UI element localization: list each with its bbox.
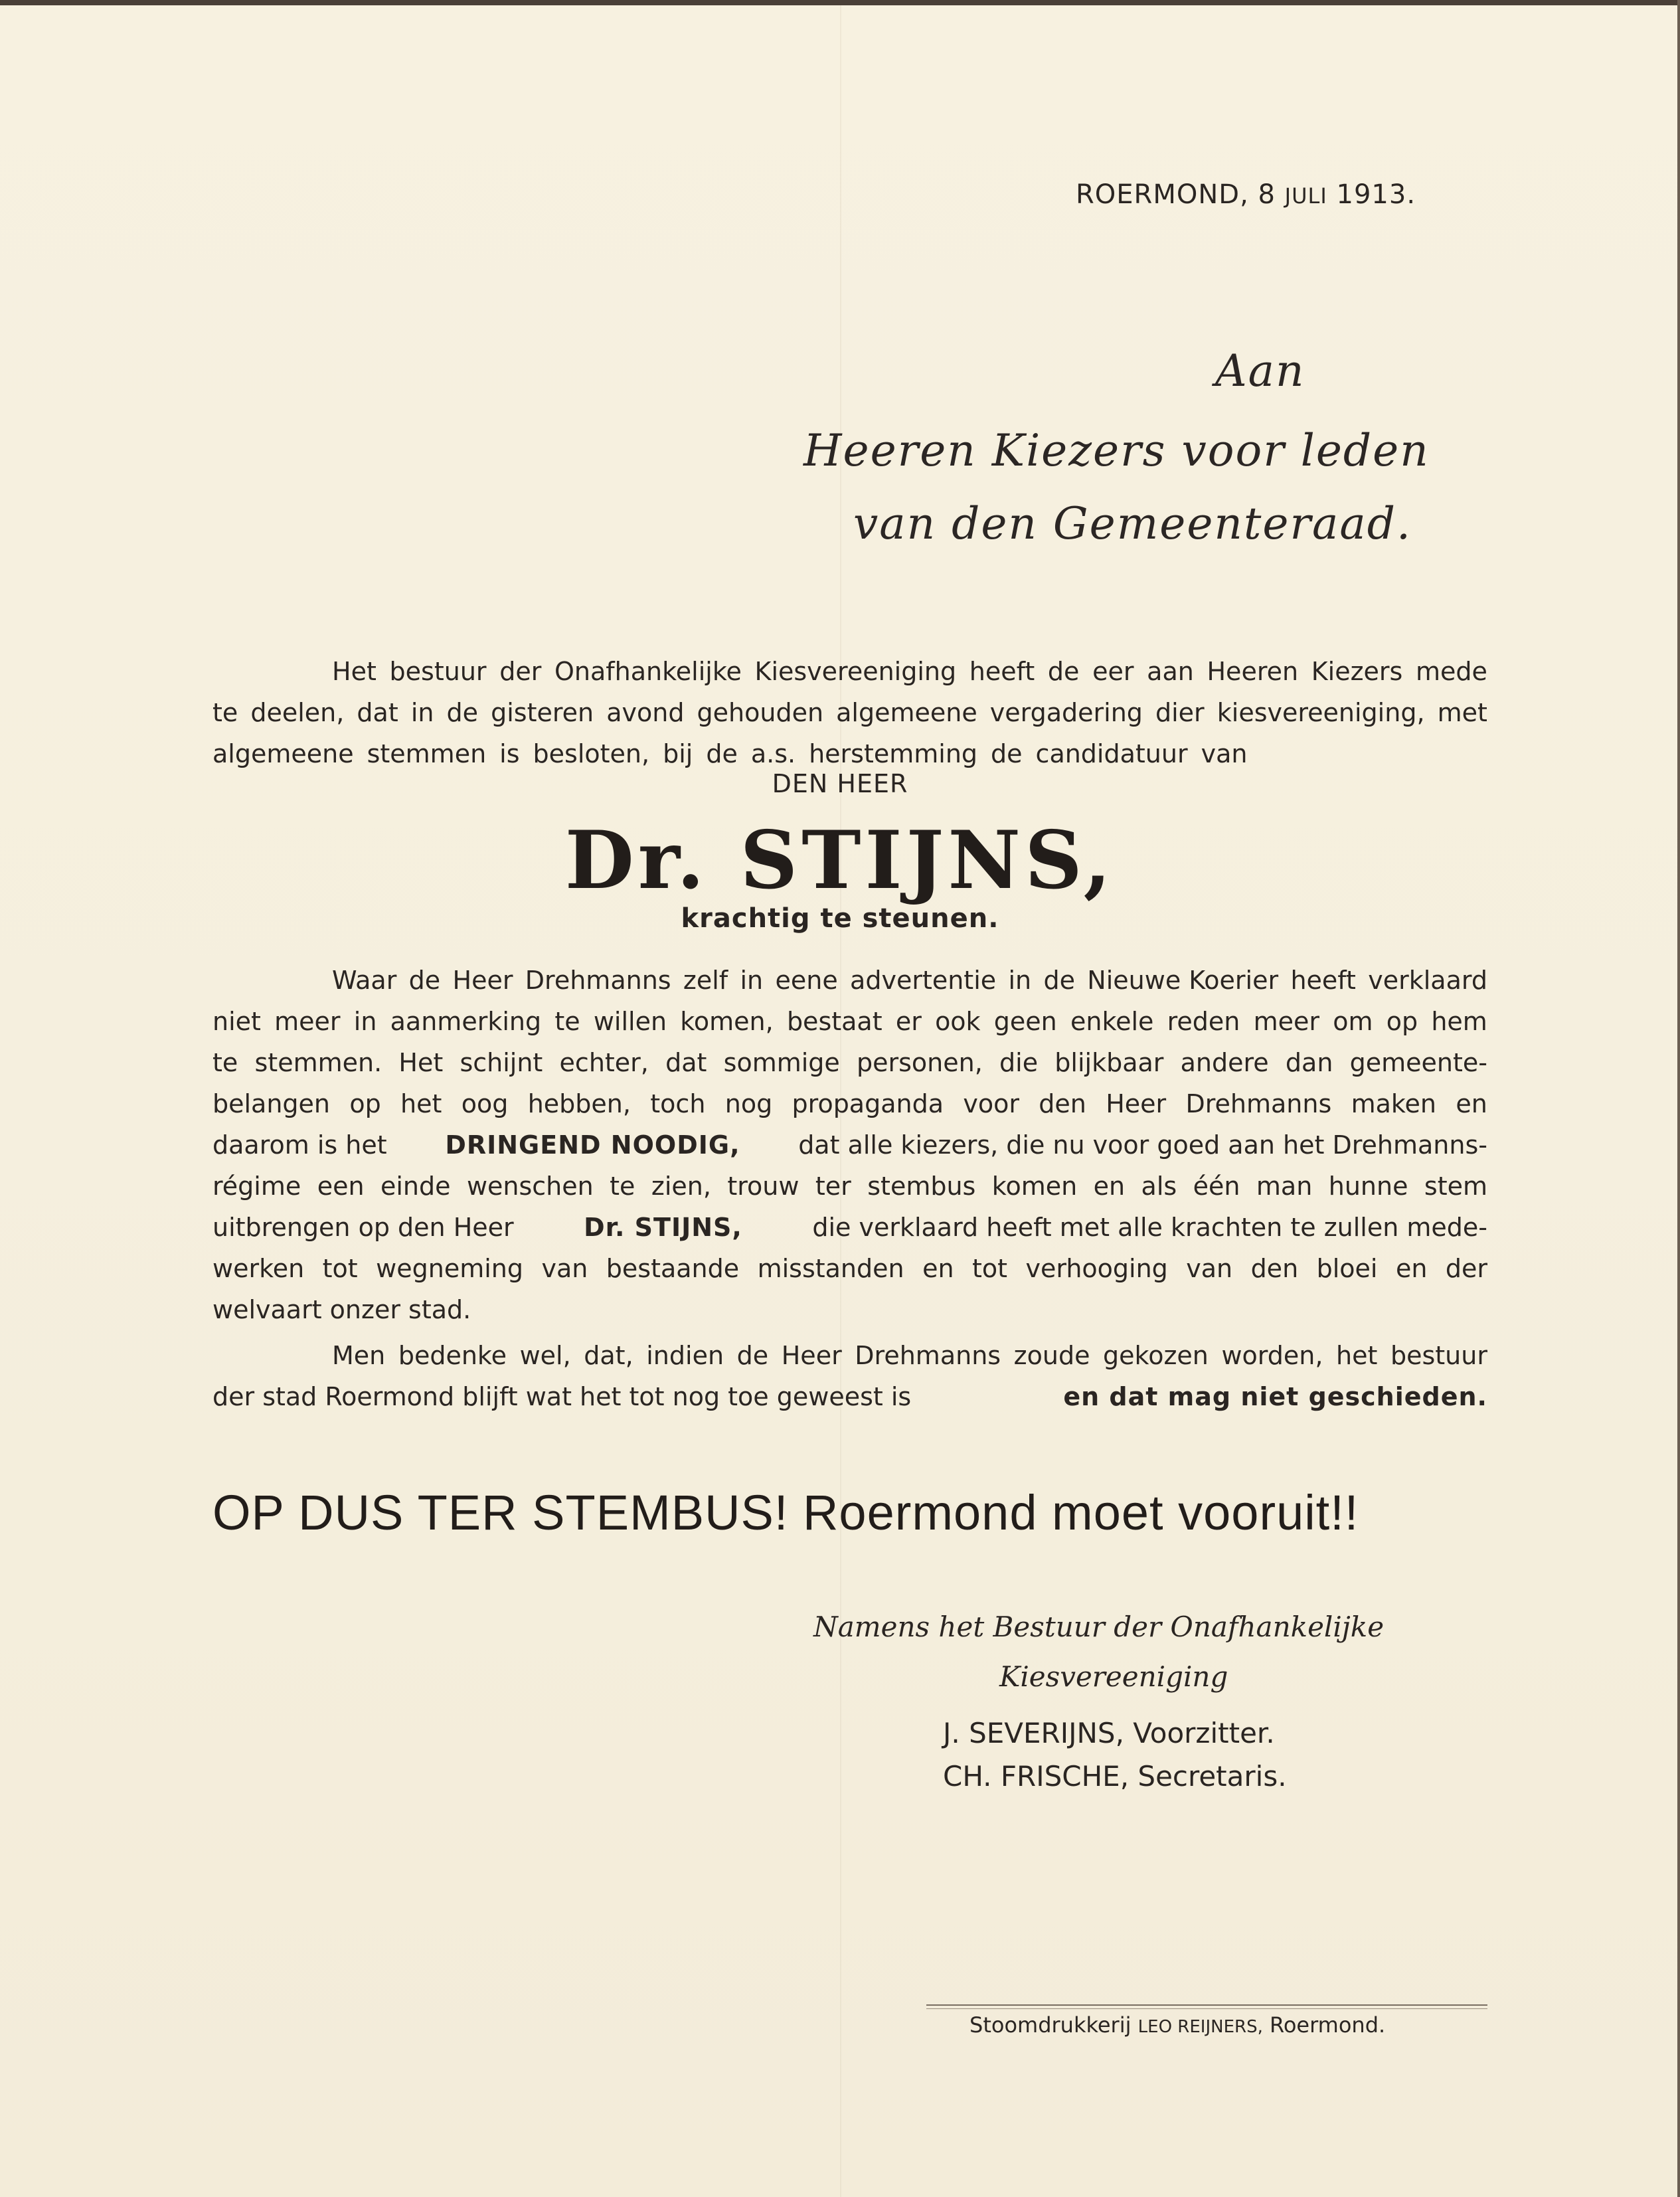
word: Nieuwe Koerier bbox=[1087, 966, 1279, 995]
word: bij bbox=[663, 739, 693, 768]
word: man bbox=[1256, 1172, 1313, 1201]
word: andere bbox=[1180, 1048, 1269, 1077]
emphasis-candidate: Dr. STIJNS, bbox=[584, 1213, 742, 1242]
word: stembus bbox=[867, 1172, 976, 1201]
word: wenschen bbox=[466, 1172, 594, 1201]
word: vergadering bbox=[989, 698, 1143, 727]
word: Waar bbox=[332, 966, 397, 995]
word: hebben, bbox=[527, 1089, 631, 1118]
word: Drehmanns bbox=[1185, 1089, 1332, 1118]
word: er bbox=[895, 1007, 922, 1036]
candidate-name: Dr. STIJNS, bbox=[564, 814, 1116, 907]
word: bedenke bbox=[398, 1341, 507, 1370]
word: de bbox=[706, 739, 738, 768]
word: Heer bbox=[452, 966, 513, 995]
candidate-suffix: krachtig te steunen. bbox=[681, 903, 999, 934]
signature-chairman: J. SEVERIJNS, Voorzitter. bbox=[943, 1717, 1275, 1749]
word: wel, bbox=[519, 1341, 571, 1370]
word: aan bbox=[1147, 657, 1194, 686]
paragraph-2-line bbox=[212, 1248, 1487, 1289]
word: wegneming bbox=[376, 1254, 523, 1283]
printer-rule-thin bbox=[926, 2008, 1487, 2009]
word: tot bbox=[322, 1254, 358, 1283]
word: en bbox=[1395, 1254, 1428, 1283]
word: schijnt bbox=[460, 1048, 543, 1077]
scan-edge-top bbox=[0, 0, 1680, 5]
word: de bbox=[991, 739, 1023, 768]
word: reden bbox=[1167, 1007, 1240, 1036]
word: Het bbox=[398, 1048, 444, 1077]
word: einde bbox=[380, 1172, 451, 1201]
word: dier bbox=[1155, 698, 1205, 727]
word: avond bbox=[606, 698, 685, 727]
paragraph-2-line: daarom is het DRINGEND NOODIG, dat alle kiezers, die nu voor goed aan het Drehmanns- bbox=[212, 1124, 1487, 1166]
word: verklaard bbox=[1368, 966, 1487, 995]
paragraph-1 bbox=[212, 651, 1487, 774]
word: ook bbox=[935, 1007, 981, 1036]
word: blijkbaar bbox=[1054, 1048, 1164, 1077]
word: de bbox=[446, 698, 479, 727]
word: misstanden bbox=[757, 1254, 904, 1283]
word: maken bbox=[1351, 1089, 1437, 1118]
word: zoude bbox=[1013, 1341, 1090, 1370]
word: algemeene bbox=[212, 739, 354, 768]
word: dan bbox=[1285, 1048, 1333, 1077]
word: Heer bbox=[781, 1341, 842, 1370]
word: hem bbox=[1431, 1007, 1487, 1036]
word: de bbox=[408, 966, 441, 995]
word: den bbox=[1250, 1254, 1299, 1283]
word: a.s. bbox=[750, 739, 796, 768]
word: in bbox=[740, 966, 764, 995]
word: ter bbox=[815, 1172, 851, 1201]
word: eene bbox=[775, 966, 838, 995]
word: Kiezers bbox=[1311, 657, 1403, 686]
word: Drehmanns bbox=[525, 966, 671, 995]
paragraph-1-line bbox=[212, 692, 1487, 733]
word: Drehmanns bbox=[855, 1341, 1001, 1370]
word: in bbox=[1008, 966, 1032, 995]
scan-edge-right bbox=[1677, 0, 1680, 2197]
word: één bbox=[1193, 1172, 1240, 1201]
word: belangen bbox=[212, 1089, 331, 1118]
word: personen, bbox=[857, 1048, 983, 1077]
address-line-2: Heeren Kiezers voor leden bbox=[803, 425, 1430, 476]
word: de bbox=[1043, 966, 1075, 995]
candidate-prefix: DEN HEER bbox=[772, 769, 908, 798]
word: der bbox=[1445, 1254, 1487, 1283]
word: te bbox=[212, 1048, 238, 1077]
paragraph-2-line bbox=[212, 1083, 1487, 1124]
word: dat, bbox=[584, 1341, 633, 1370]
paragraph-3 bbox=[212, 1335, 1487, 1417]
word: Men bbox=[332, 1341, 386, 1370]
paragraph-1-line bbox=[212, 651, 1487, 692]
word: advertentie bbox=[850, 966, 997, 995]
paragraph-2-line bbox=[212, 960, 1487, 1001]
paragraph-1-line bbox=[212, 733, 1487, 774]
word: Heer bbox=[1106, 1089, 1167, 1118]
word: eer bbox=[1092, 657, 1134, 686]
word: van bbox=[1201, 739, 1248, 768]
word: van bbox=[541, 1254, 588, 1283]
paragraph-2-line bbox=[212, 1166, 1487, 1207]
word: propaganda bbox=[792, 1089, 944, 1118]
word: Het bbox=[332, 657, 377, 686]
word: als bbox=[1141, 1172, 1177, 1201]
signature-secretary: CH. FRISCHE, Secretaris. bbox=[943, 1760, 1287, 1793]
paragraph-2-line bbox=[212, 1042, 1487, 1083]
word: indien bbox=[646, 1341, 724, 1370]
paragraph-2-line bbox=[212, 1001, 1487, 1042]
word: herstemming bbox=[809, 739, 978, 768]
word: den bbox=[1039, 1089, 1086, 1118]
paragraph-3-line bbox=[212, 1335, 1487, 1376]
word: Heeren bbox=[1207, 657, 1299, 686]
emphasis-geschieden: en dat mag niet geschieden. bbox=[1063, 1382, 1487, 1411]
word: tot bbox=[971, 1254, 1008, 1283]
word: toch bbox=[650, 1089, 706, 1118]
word: en bbox=[922, 1254, 954, 1283]
word: oog bbox=[461, 1089, 509, 1118]
slogan: OP DUS TER STEMBUS! Roermond moet vooruit!! bbox=[212, 1485, 1359, 1540]
word: van bbox=[1186, 1254, 1233, 1283]
printer-rule bbox=[926, 2004, 1487, 2006]
word: sommige bbox=[723, 1048, 840, 1077]
printer-imprint: Stoomdrukkerij LEO REIJNERS, Roermond. bbox=[969, 2012, 1386, 2038]
word: gehouden bbox=[697, 698, 824, 727]
word: echter, bbox=[559, 1048, 649, 1077]
word: om bbox=[1333, 1007, 1373, 1036]
paragraph-2 bbox=[212, 960, 1487, 1330]
word: deelen, bbox=[250, 698, 345, 727]
paragraph-3-line: der stad Roermond blijft wat het tot nog toe geweest is en dat mag niet geschieden. bbox=[212, 1376, 1487, 1417]
word: candidatuur bbox=[1035, 739, 1188, 768]
word: Onafhankelijke bbox=[554, 657, 742, 686]
word: bloei bbox=[1316, 1254, 1378, 1283]
word: dat bbox=[665, 1048, 707, 1077]
word: régime bbox=[212, 1172, 301, 1201]
signature-line-1: Namens het Bestuur der Onafhankelijke bbox=[813, 1611, 1385, 1643]
word: gisteren bbox=[491, 698, 594, 727]
word: met bbox=[1437, 698, 1487, 727]
paragraph-2-line: welvaart onzer stad. bbox=[212, 1295, 471, 1324]
word: stemmen. bbox=[254, 1048, 382, 1077]
word: enkele bbox=[1070, 1007, 1154, 1036]
word: bestaat bbox=[786, 1007, 882, 1036]
word: willen bbox=[593, 1007, 667, 1036]
word: is bbox=[499, 739, 520, 768]
word: geen bbox=[993, 1007, 1057, 1036]
word: worden, bbox=[1221, 1341, 1323, 1370]
word: meer bbox=[274, 1007, 341, 1036]
word: trouw bbox=[727, 1172, 799, 1201]
emphasis-dringend: DRINGEND NOODIG, bbox=[445, 1130, 740, 1160]
word: der bbox=[499, 657, 542, 686]
word: en bbox=[1093, 1172, 1126, 1201]
word: bestuur bbox=[1390, 1341, 1487, 1370]
word: heeft bbox=[969, 657, 1035, 686]
word: komen bbox=[991, 1172, 1078, 1201]
word: de bbox=[736, 1341, 769, 1370]
word: zelf bbox=[683, 966, 728, 995]
word: en bbox=[1456, 1089, 1487, 1118]
word: die bbox=[999, 1048, 1039, 1077]
word: stem bbox=[1424, 1172, 1487, 1201]
word: algemeene bbox=[836, 698, 977, 727]
word: kiesvereeniging, bbox=[1217, 698, 1425, 727]
address-line-1: Aan bbox=[1215, 345, 1305, 396]
word: het bbox=[1336, 1341, 1378, 1370]
signature-line-2: Kiesvereeniging bbox=[999, 1660, 1228, 1693]
word: te bbox=[212, 698, 238, 727]
word: Kiesvereeniging bbox=[754, 657, 957, 686]
word: zien, bbox=[651, 1172, 711, 1201]
paragraph-2-line: uitbrengen op den Heer Dr. STIJNS, die verklaard heeft met alle krachten te zullen mede- bbox=[212, 1207, 1487, 1248]
word: bestaande bbox=[606, 1254, 740, 1283]
word: op bbox=[349, 1089, 381, 1118]
word: te bbox=[610, 1172, 635, 1201]
word: nog bbox=[724, 1089, 773, 1118]
word: mede bbox=[1416, 657, 1487, 686]
word: te bbox=[554, 1007, 580, 1036]
letter-date: ROERMOND, 8 JULI 1913. bbox=[1076, 179, 1416, 210]
word: meer bbox=[1253, 1007, 1320, 1036]
word: bestuur bbox=[389, 657, 487, 686]
word: op bbox=[1386, 1007, 1418, 1036]
word: stemmen bbox=[367, 739, 487, 768]
word: in bbox=[353, 1007, 377, 1036]
word: hunne bbox=[1328, 1172, 1408, 1201]
word: dat bbox=[357, 698, 398, 727]
word: werken bbox=[212, 1254, 305, 1283]
word: in bbox=[410, 698, 434, 727]
word: gemeente- bbox=[1349, 1048, 1487, 1077]
word: komen, bbox=[680, 1007, 774, 1036]
word: het bbox=[400, 1089, 442, 1118]
address-line-3: van den Gemeenteraad. bbox=[853, 498, 1412, 549]
word: besloten, bbox=[533, 739, 650, 768]
word: gekozen bbox=[1103, 1341, 1209, 1370]
word: aanmerking bbox=[390, 1007, 542, 1036]
word: verhooging bbox=[1025, 1254, 1168, 1283]
word: heeft bbox=[1290, 966, 1356, 995]
word: een bbox=[317, 1172, 365, 1201]
word: niet bbox=[212, 1007, 261, 1036]
word: de bbox=[1047, 657, 1080, 686]
word: voor bbox=[963, 1089, 1019, 1118]
